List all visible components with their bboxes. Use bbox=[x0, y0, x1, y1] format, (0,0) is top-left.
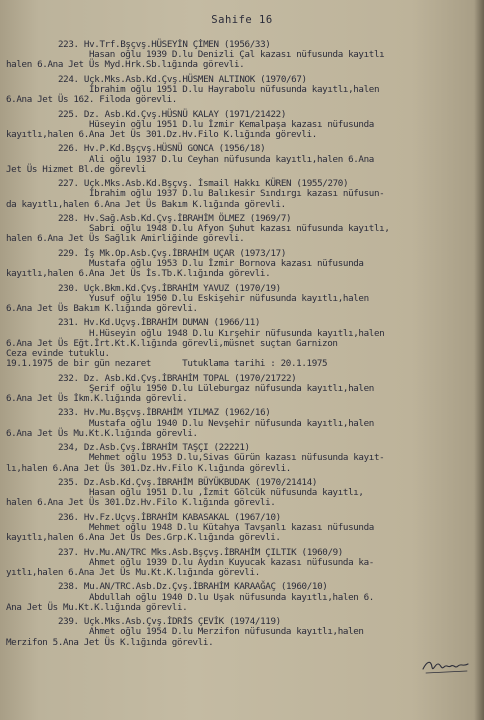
record-detail-line: lı,halen 6.Ana Jet Üs 301.Dz.Hv.Filo K.lığında görevli. bbox=[6, 462, 291, 474]
record-detail-line: Hasan oğlu 1951 D.lu ,İzmit Gölcük nüfusunda kayıtlı, bbox=[89, 487, 364, 499]
record-number: 237. bbox=[58, 546, 79, 558]
record-name: Hv.Kd.Uçvş.İBRAHİM DUMAN (1966/11) bbox=[83, 317, 261, 329]
record-detail-line: halen 6.Ana Jet Üs 301.Dz.Hv.Filo K.lığında görevli. bbox=[6, 497, 276, 509]
record-detail-line: Hasan oğlu 1939 D.lu Denizli Çal kazası nüfusunda kayıtlı bbox=[89, 49, 385, 61]
page-header: Sahife 16 bbox=[211, 14, 273, 26]
record-number: 224. bbox=[58, 73, 79, 85]
record-number: 233. bbox=[58, 407, 79, 419]
record-detail-line: da kayıtlı,halen 6.Ana Jet Üs Bakım K.lığında görevli. bbox=[6, 198, 286, 210]
record-detail-line: Ahmet oğlu 1939 D.lu Aydın Kuyucak kazası nüfusunda ka- bbox=[89, 556, 374, 568]
record-detail-line: Jet Üs Hizmet Bl.de görevli bbox=[6, 163, 146, 175]
record-detail-line: Ahmet oğlu 1954 D.lu Merzifon nüfusunda kayıtlı,halen bbox=[89, 626, 364, 638]
record-name: Dz.Asb.Kd.Çvş.İBRAHİM BÜYÜKBUDAK (1970/21414) bbox=[83, 476, 318, 488]
record-name: Hv.Sağ.Asb.Kd.Çvş.İBRAHİM ÖLMEZ (1969/7) bbox=[83, 212, 292, 224]
record-detail-line: Mustafa oğlu 1953 D.lu İzmir Bornova kazası nüfusunda bbox=[89, 257, 364, 269]
record-detail-line: kayıtlı,halen 6.Ana Jet Üs İs.Tb.K.lığında görevli. bbox=[6, 268, 271, 280]
record-number: 227. bbox=[58, 178, 79, 190]
record-number: 230. bbox=[58, 282, 79, 294]
record-detail-line: Merzifon 5.Ana Jet Üs K.lığında görevli. bbox=[6, 636, 214, 648]
record-entry bbox=[0, 110, 484, 141]
record-name: Dz. Asb.Kd.Çvş.İBRAHİM TOPAL (1970/21722) bbox=[83, 372, 297, 384]
record-entry bbox=[0, 249, 484, 280]
record-detail-line: Hüseyin oğlu 1951 D.lu İzmir Kemalpaşa kazası nüfusunda bbox=[89, 118, 374, 130]
record-name: Mu.AN/TRC.Asb.Dz.Çvş.İBRAHİM KARAAĞAÇ (1960/10) bbox=[83, 581, 328, 593]
record-detail-line: Ana Jet Üs Mu.Kt.K.lığında görevli. bbox=[6, 601, 188, 613]
record-detail-line: halen 6.Ana Jet Üs Myd.Hrk.Sb.lığında görevli. bbox=[6, 59, 245, 71]
record-entry bbox=[0, 617, 484, 648]
record-entry bbox=[0, 548, 484, 579]
record-detail-line: Mehmet oğlu 1953 D.lu,Sivas Gürün kazası nüfusunda kayıt- bbox=[89, 452, 385, 464]
record-detail-line: 6.Ana Jet Üs Eğt.İrt.Kt.K.lığında görevli,müsnet suçtan Garnizon bbox=[6, 337, 338, 349]
record-number: 223. bbox=[58, 39, 79, 50]
record-detail-line: 6.Ana Jet Üs 162. Filoda görevli. bbox=[6, 94, 177, 106]
record-number: 229. bbox=[58, 247, 79, 259]
record-name: Hv.Mu.AN/TRC Mks.Asb.Bşçvş.İBRAHİM ÇILTIK (1960/9) bbox=[83, 546, 343, 558]
record-name: Dz.Asb.Çvş.İBRAHİM TAŞÇI (22221) bbox=[83, 442, 250, 454]
record-name: Hv.Fz.Uçvş.İBRAHİM KABASAKAL (1967/10) bbox=[83, 511, 281, 523]
record-name: Hv.Trf.Bşçvş.HÜSEYİN ÇİMEN (1956/33) bbox=[83, 39, 271, 50]
record-detail-line: yıtlı,halen 6.Ana Jet Üs Mu.Kt.K.lığında görevli. bbox=[6, 566, 260, 578]
record-entry bbox=[0, 478, 484, 509]
record-name: Dz. Asb.Kd.Çvş.HÜSNÜ KALAY (1971/21422) bbox=[83, 108, 286, 120]
record-detail-line: Şerif oğlu 1950 D.lu Lüleburgaz nüfusunda kayıtlı,halen bbox=[89, 382, 374, 394]
record-number: 231. bbox=[58, 317, 79, 329]
record-detail-line: Mehmet oğlu 1948 D.lu Kütahya Tavşanlı kazası nüfusunda bbox=[89, 521, 374, 533]
record-number: 228. bbox=[58, 212, 79, 224]
record-name: İş Mk.Op.Asb.Çvş.İBRAHİM UÇAR (1973/17) bbox=[83, 247, 286, 259]
record-number: 225. bbox=[58, 108, 79, 120]
record-number: 234, bbox=[58, 442, 79, 454]
record-entry bbox=[0, 40, 484, 71]
record-detail-line: 6.Ana Jet Üs İkm.K.lığında görevli. bbox=[6, 392, 188, 404]
record-entry bbox=[0, 443, 484, 474]
record-entry bbox=[0, 214, 484, 245]
record-detail-line: Ali oğlu 1937 D.lu Ceyhan nüfusunda kayıtlı,halen 6.Ana bbox=[89, 153, 374, 165]
record-detail-line: Abdullah oğlu 1940 D.lu Uşak nüfusunda kayıtlı,halen 6. bbox=[89, 591, 374, 603]
record-detail-line: H.Hüseyin oğlu 1948 D.lu Kırşehir nüfusunda kayıtlı,halen bbox=[89, 327, 385, 339]
record-detail-line: 6.Ana Jet Üs Mu.Kt.K.lığında görevli. bbox=[6, 427, 198, 439]
record-number: 239. bbox=[58, 616, 79, 628]
record-detail-line: halen 6.Ana Jet Üs Sağlık Amirliğinde görevli. bbox=[6, 233, 245, 245]
handwritten-signature bbox=[420, 652, 472, 678]
record-detail-line: İbrahim oğlu 1937 D.lu Balıkesir Sındırgı kazası nüfusun- bbox=[89, 188, 385, 200]
record-detail-line: Sabri oğlu 1948 D.lu Afyon Şuhut kazası nüfusunda kayıtlı, bbox=[89, 223, 390, 235]
record-detail-line: Yusuf oğlu 1950 D.lu Eskişehir nüfusunda kayıtlı,halen bbox=[89, 292, 369, 304]
record-entry bbox=[0, 318, 484, 369]
record-entry bbox=[0, 179, 484, 210]
record-number: 235. bbox=[58, 476, 79, 488]
record-detail-line: İbrahim oğlu 1951 D.lu Hayrabolu nüfusunda kayıtlı,halen bbox=[89, 84, 380, 95]
record-name: Uçk.Mks.Asb.Çvş.İDRİS ÇEVİK (1974/119) bbox=[83, 616, 281, 628]
record-entry bbox=[0, 408, 484, 439]
record-number: 232. bbox=[58, 372, 79, 384]
record-number: 236. bbox=[58, 511, 79, 523]
record-number: 238. bbox=[58, 581, 79, 593]
record-detail-line: 6.Ana Jet Üs Bakım K.lığında görevli. bbox=[6, 302, 198, 314]
record-detail-line: kayıtlı,halen 6.Ana Jet Üs Des.Grp.K.lığında görevli. bbox=[6, 532, 281, 544]
record-entry bbox=[0, 75, 484, 106]
record-name: Hv.P.Kd.Bşçvş.HÜSNÜ GONCA (1956/18) bbox=[83, 143, 266, 155]
record-name: Hv.Mu.Bşçvş.İBRAHİM YILMAZ (1962/16) bbox=[83, 407, 271, 419]
record-detail-line: 19.1.1975 de bir gün nezaret Tutuklama tarihi : 20.1.1975 bbox=[6, 358, 328, 370]
record-entry bbox=[0, 513, 484, 544]
record-entry bbox=[0, 374, 484, 405]
entry-list bbox=[0, 40, 484, 652]
record-entry bbox=[0, 582, 484, 613]
record-detail-line: Ceza evinde tutuklu. bbox=[6, 347, 110, 359]
record-entry bbox=[0, 284, 484, 315]
record-number: 226. bbox=[58, 143, 79, 155]
record-entry bbox=[0, 144, 484, 175]
record-detail-line: kayıtlı,halen 6.Ana Jet Üs 301.Dz.Hv.Filo K.lığında görevli. bbox=[6, 129, 317, 140]
record-name: Uçk.Mks.Asb.Kd.Çvş.HÜSMEN ALTINOK (1970/67) bbox=[83, 73, 307, 85]
record-name: Uçk.Bkm.Kd.Çvş.İBRAHİM YAVUZ (1970/19) bbox=[83, 282, 281, 294]
record-detail-line: Mustafa oğlu 1940 D.lu Nevşehir nüfusunda kayıtlı,halen bbox=[89, 417, 374, 429]
record-name: Uçk.Mks.Asb.Kd.Bşçvş. İsmail Hakkı KÜREN (1955/270) bbox=[83, 178, 349, 190]
